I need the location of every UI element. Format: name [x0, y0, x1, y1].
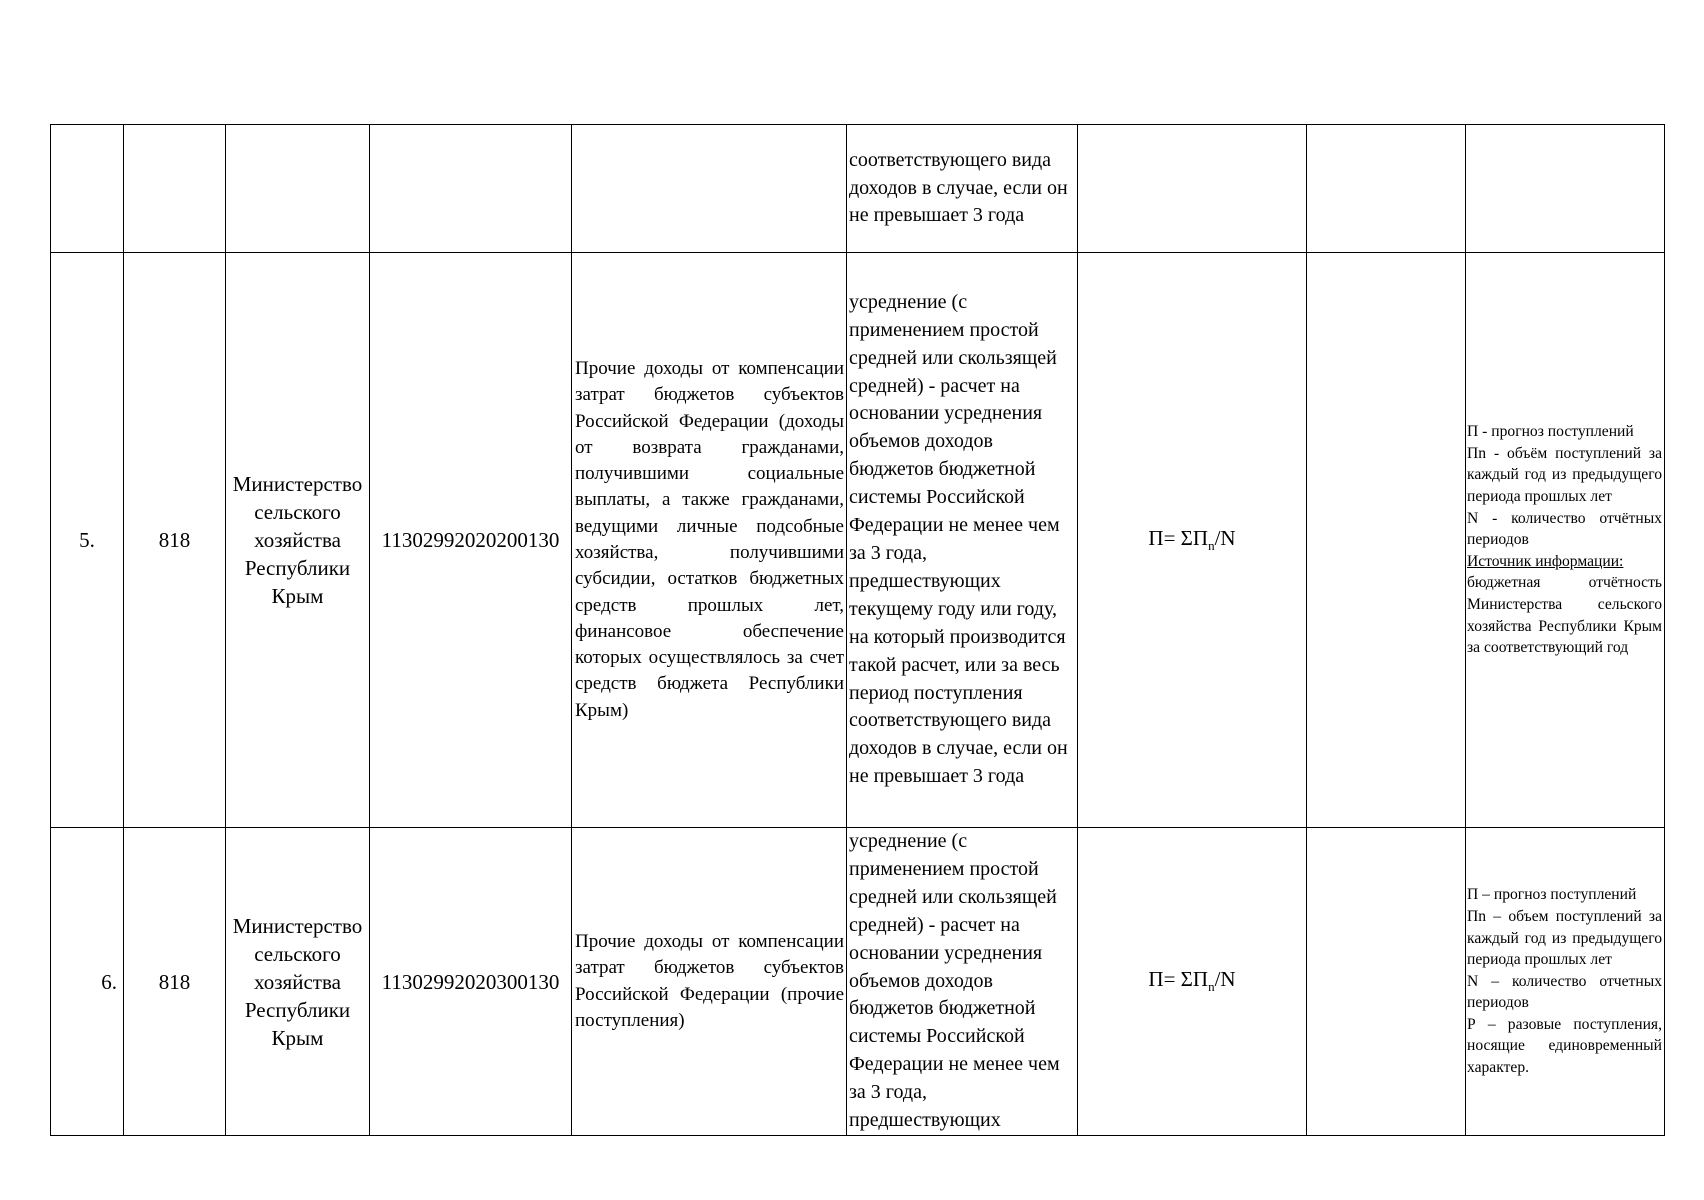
note-line: Пn - объём поступлений за каждый год из предыдущего периода прошлых лет [1467, 444, 1662, 506]
formula-notes [1466, 125, 1665, 253]
note-line: N - количество отчётных периодов [1467, 509, 1662, 549]
table-row [51, 253, 1665, 828]
table-row [51, 828, 1665, 1136]
note-line: Р – разовые поступления, носящие единовременный характер. [1467, 1015, 1662, 1077]
row-number: 6. [51, 828, 124, 1136]
note-line: бюджетная отчётность Министерства сельского хозяйства Республики Крым за соответствующий год [1467, 574, 1662, 657]
chapter-code: 818 [124, 253, 226, 828]
forecast-formula [1078, 125, 1307, 253]
forecast-method: усреднение (с применением простой средней или скользящей средней) - расчет на основании усреднения объемов доходов бюджетов бюджетной системы Российской Федерации не менее чем за 3 года, предшествующих текущему году или году, на который производится такой расчет, или за весь период поступления соответствующего вида доходов в случае, если он не превышает 3 года [847, 253, 1078, 828]
note-line: П - прогноз поступлений [1467, 423, 1634, 441]
note-line: П – прогноз поступлений [1467, 886, 1637, 904]
revenue-description: Прочие доходы от компенсации затрат бюджетов субъектов Российской Федерации (прочие поступления) [572, 828, 847, 1136]
info-source-label: Источник информации: [1467, 552, 1624, 570]
formula-notes [1466, 828, 1665, 1136]
budget-code [370, 125, 572, 253]
row-number: 5. [51, 253, 124, 828]
administrator-name: Министерство сельского хозяйства Республики Крым [226, 253, 370, 828]
empty-cell [1307, 253, 1466, 828]
revenue-forecast-table [50, 124, 1665, 1136]
formula-tail: /N [1214, 967, 1236, 992]
administrator-name: Министерство сельского хозяйства Республики Крым [226, 828, 370, 1136]
chapter-code [124, 125, 226, 253]
forecast-formula [1078, 828, 1307, 1136]
budget-code: 11302992020300130 [370, 828, 572, 1136]
administrator-name [226, 125, 370, 253]
note-line: N – количество отчетных периодов [1467, 972, 1662, 1012]
empty-cell [1307, 828, 1466, 1136]
formula-subscript: n [1208, 979, 1215, 995]
revenue-description: Прочие доходы от компенсации затрат бюджетов субъектов Российской Федерации (доходы от возврата гражданами, получившими социальные выплаты, а также гражданами, ведущими личные подсобные хозяйства, получившими субсидии, остатков бюджетных средств прошлых лет, финансовое обеспечение которых осуществлялось за счет средств бюджета Республики Крым) [572, 253, 847, 828]
formula-notes [1466, 253, 1665, 828]
note-line: Пn – объем поступлений за каждый год из предыдущего периода прошлых лет [1467, 907, 1662, 969]
chapter-code: 818 [124, 828, 226, 1136]
formula-main: П= ΣП [1148, 967, 1209, 992]
forecast-method: соответствующего вида доходов в случае, если он не превышает 3 года [847, 125, 1078, 253]
forecast-formula [1078, 253, 1307, 828]
formula-main: П= ΣП [1148, 525, 1209, 550]
empty-cell [1307, 125, 1466, 253]
revenue-description [572, 125, 847, 253]
formula-tail: /N [1214, 525, 1236, 550]
table-row [51, 125, 1665, 253]
forecast-method: усреднение (с применением простой средней или скользящей средней) - расчет на основании усреднения объемов доходов бюджетов бюджетной системы Российской Федерации не менее чем за 3 года, предшествующих [847, 828, 1078, 1136]
budget-code: 11302992020200130 [370, 253, 572, 828]
formula-subscript: n [1208, 538, 1215, 554]
row-number [51, 125, 124, 253]
